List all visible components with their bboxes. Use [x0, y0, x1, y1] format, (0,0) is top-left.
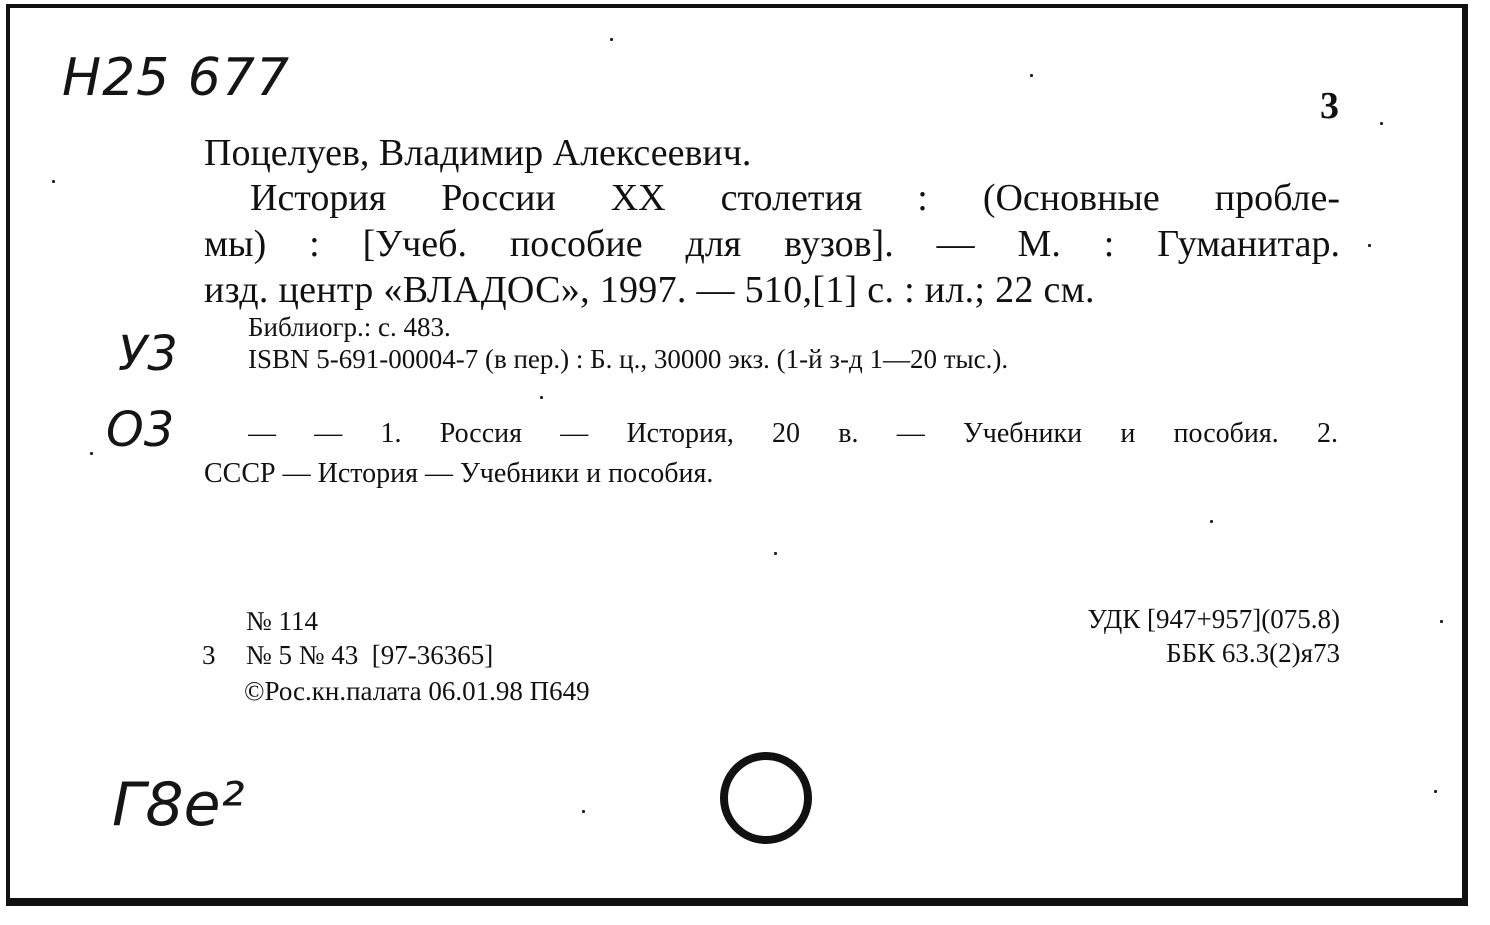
title-line-1: История России XX столетия : (Основные пробле-	[250, 177, 1340, 219]
scan-speck	[90, 452, 93, 455]
scan-speck	[1434, 790, 1437, 793]
subject-line-1: — — 1. Россия — История, 20 в. — Учебники и пособия. 2.	[248, 418, 1338, 449]
scan-speck	[540, 396, 543, 399]
scan-speck	[1368, 244, 1371, 247]
handwritten-class-mark-2: О3	[106, 402, 175, 458]
scan-speck	[774, 552, 777, 555]
scan-speck	[1030, 74, 1033, 77]
footer-number: № 114	[246, 606, 319, 636]
handwritten-accession-number: Н25 677	[62, 48, 291, 108]
scan-speck	[52, 180, 55, 183]
bibliography-note: Библиогр.: с. 483.	[248, 312, 451, 342]
scan-speck	[610, 38, 613, 41]
footer-left-prefix: 3	[202, 640, 216, 670]
handwritten-shelf-mark: Г8е²	[112, 770, 245, 840]
author-heading: Поцелуев, Владимир Алексеевич.	[204, 132, 752, 174]
udk-code: УДК [947+957](075.8)	[1087, 604, 1340, 634]
footer-issue-line: № 5 № 43 [97-36365]	[246, 640, 494, 670]
footer-copyright: ©Рос.кн.палата 06.01.98 П649	[244, 676, 590, 706]
isbn-line: ISBN 5-691-00004-7 (в пер.) : Б. ц., 30000 экз. (1-й з-д 1—20 тыс.).	[248, 344, 1009, 374]
scan-speck	[582, 810, 585, 813]
card-number: 3	[1320, 85, 1339, 127]
subject-line-2: СССР — История — Учебники и пособия.	[204, 458, 714, 489]
title-line-2: мы) : [Учеб. пособие для вузов]. — М. : Гуманитар.	[204, 223, 1340, 265]
bbk-code: ББК 63.3(2)я73	[1166, 638, 1340, 668]
scan-speck	[1380, 122, 1383, 125]
scan-speck	[1210, 520, 1213, 523]
scan-speck	[1440, 620, 1443, 623]
handwritten-class-mark-1: У3	[118, 326, 178, 382]
imprint-line: изд. центр «ВЛАДОС», 1997. — 510,[1] с. : ил.; 22 см.	[204, 269, 1095, 311]
punch-hole-icon	[716, 748, 816, 848]
